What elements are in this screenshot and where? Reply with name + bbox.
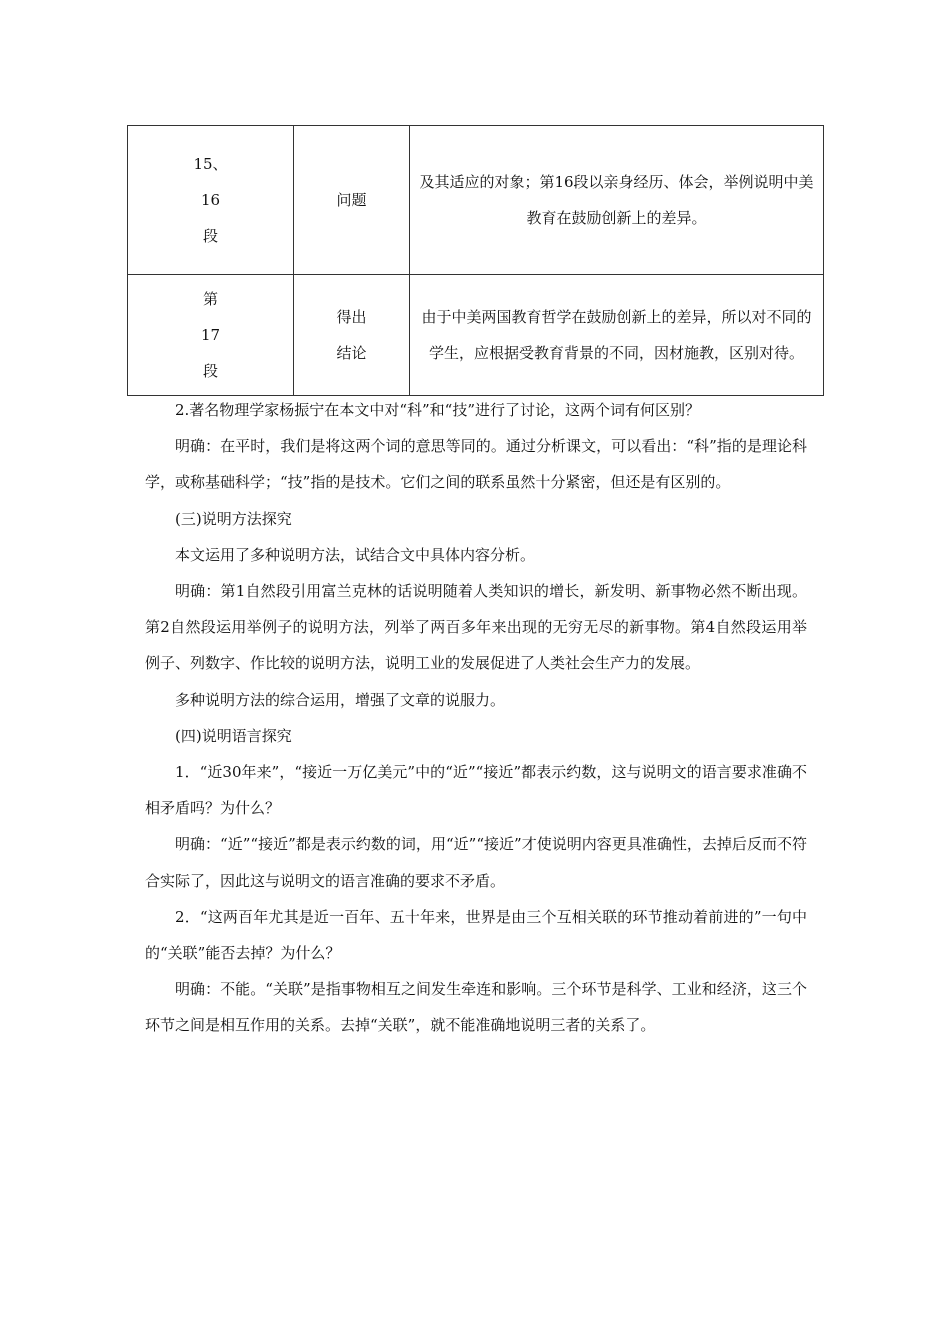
role-cell — [294, 275, 410, 396]
role-cell — [294, 126, 410, 275]
paragraph-range-cell — [128, 275, 294, 396]
cell-line: 段 — [202, 227, 218, 245]
section-heading: (四)说明语言探究 — [175, 726, 292, 745]
table-row — [128, 275, 824, 396]
answer-paragraph: 明确：第1自然段引用富兰克林的话说明随着人类知识的增长，新发明、新事物必然不断出现。第2自然段运用举例子的说明方法，列举了两百多年来出现的无穷无尽的新事物。第4自然段运用举例子、列数字、作比较的说明方法，说明工业的发展促进了人类社会生产力的发展。 — [145, 582, 807, 673]
structure-table — [127, 125, 824, 396]
body-text — [145, 392, 807, 1044]
answer-paragraph: 明确：在平时，我们是将这两个词的意思等同的。通过分析课文，可以看出：“科”指的是理论科学，或称基础科学；“技”指的是技术。它们之间的联系虽然十分紧密，但还是有区别的。 — [145, 437, 807, 492]
content-cell — [410, 275, 824, 396]
cell-line: 问题 — [336, 191, 367, 209]
summary-paragraph: 多种说明方法的综合运用，增强了文章的说服力。 — [175, 690, 506, 709]
cell-line: 第 — [202, 290, 218, 308]
section-heading: (三)说明方法探究 — [175, 509, 292, 528]
cell-line: 得出 — [336, 308, 367, 326]
cell-line: 16 — [200, 191, 221, 209]
table-row — [128, 126, 824, 275]
cell-line: 结论 — [336, 344, 367, 362]
answer-paragraph: 明确：“近”“接近”都是表示约数的词，用“近”“接近”才使说明内容更具准确性，去掉后反而不符合实际了，因此这与说明文的语言准确的要求不矛盾。 — [145, 835, 807, 890]
cell-line: 段 — [202, 362, 218, 380]
cell-text: 由于中美两国教育哲学在鼓励创新上的差异，所以对不同的学生，应根据受教育背景的不同，因材施教，区别对待。 — [421, 308, 812, 362]
cell-line: 15、 — [193, 155, 228, 173]
cell-line: 17 — [200, 326, 221, 344]
content-cell — [410, 126, 824, 275]
question-paragraph: 1．“近30年来”，“接近一万亿美元”中的“近”“接近”都表示约数，这与说明文的语言要求准确不相矛盾吗？为什么？ — [145, 763, 807, 818]
answer-paragraph: 明确：不能。“关联”是指事物相互之间发生牵连和影响。三个环节是科学、工业和经济，这三个环节之间是相互作用的关系。去掉“关联”，就不能准确地说明三者的关系了。 — [145, 980, 807, 1035]
question-paragraph: 2．“这两百年尤其是近一百年、五十年来，世界是由三个互相关联的环节推动着前进的”一句中的“关联”能否去掉？为什么？ — [145, 907, 807, 963]
paragraph-range-cell — [128, 126, 294, 275]
cell-text: 及其适应的对象；第16段以亲身经历、体会，举例说明中美教育在鼓励创新上的差异。 — [419, 173, 814, 227]
question-paragraph: 2.著名物理学家杨振宁在本文中对“科”和“技”进行了讨论，这两个词有何区别？ — [175, 401, 700, 419]
question-paragraph: 本文运用了多种说明方法，试结合文中具体内容分析。 — [175, 545, 536, 564]
